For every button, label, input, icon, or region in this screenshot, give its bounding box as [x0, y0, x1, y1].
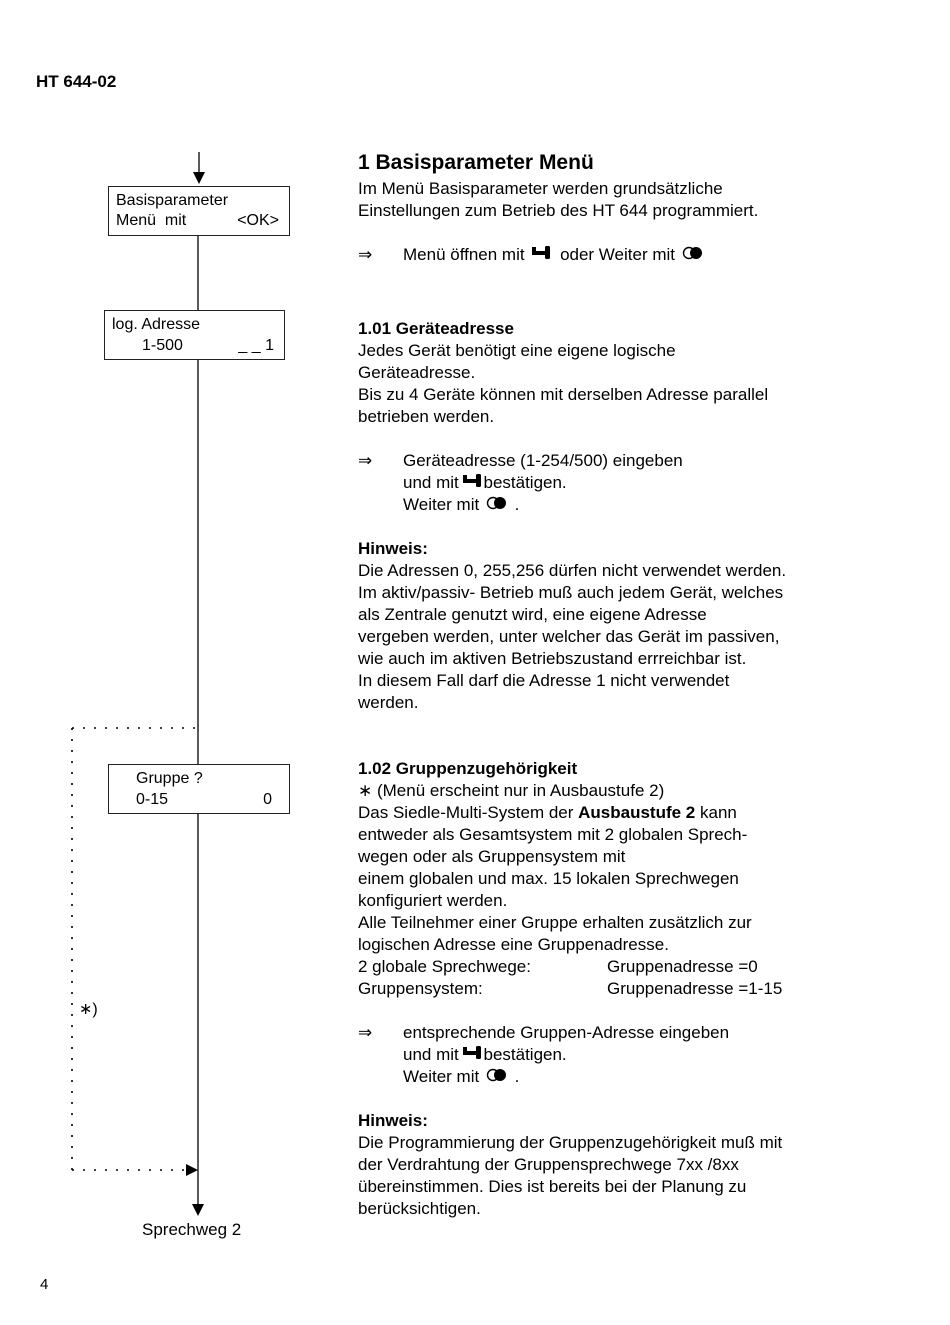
body-line: logischen Adresse eine Gruppenadresse.: [358, 935, 669, 954]
intro-line: Einstellungen zum Betrieb des HT 644 programmiert.: [358, 201, 759, 220]
display-line-2: 1-500: [142, 337, 183, 354]
display-line-2-right: <OK>: [237, 212, 279, 229]
note-line: Die Programmierung der Gruppenzugehörigkeit muß mit: [358, 1133, 783, 1152]
step-text: Weiter mit: [403, 1067, 480, 1086]
table-row: [358, 978, 858, 1000]
enter-key-icon: [463, 472, 483, 490]
note-line: In diesem Fall darf die Adresse 1 nicht verwendet: [358, 671, 730, 690]
display-line-1: log. Adresse: [112, 316, 201, 333]
group-step: [358, 1022, 858, 1088]
body-line: entweder als Gesamtsystem mit 2 globalen Sprech-: [358, 825, 748, 844]
menu-open-step: [358, 244, 858, 266]
step-text: Weiter mit: [403, 495, 480, 514]
note-line: Im aktiv/passiv- Betrieb muß auch jedem Gerät, welches: [358, 583, 784, 602]
note-line: berücksichtigen.: [358, 1199, 481, 1218]
body-text: kann: [695, 803, 737, 822]
table-label: 2 globale Sprechwege:: [358, 957, 531, 976]
subsection-title: 1.02 Gruppenzugehörigkeit: [358, 759, 578, 778]
note-line: werden.: [358, 693, 419, 712]
note-line: Die Adressen 0, 255,256 dürfen nicht verwendet werden.: [358, 561, 787, 580]
note-line: vergeben werden, unter welcher das Gerät im passiven,: [358, 627, 780, 646]
display-line-1: Basisparameter: [116, 192, 229, 209]
table-value: Gruppenadresse =1-15: [607, 979, 783, 998]
body-line: Bis zu 4 Geräte können mit derselben Adresse parallel: [358, 385, 769, 404]
note-title: Hinweis:: [358, 1111, 428, 1130]
enter-key-icon: [529, 244, 555, 262]
step-text: entsprechende Gruppen-Adresse eingeben: [403, 1023, 730, 1042]
body-line: einem globalen und max. 15 lokalen Sprechwegen: [358, 869, 739, 888]
step-text: und mit: [403, 1045, 459, 1064]
display-basisparameter: [108, 186, 290, 236]
display-line-2-right: 0: [263, 791, 272, 808]
step-text: Menü öffnen mit: [403, 245, 525, 264]
display-gruppe: [108, 764, 290, 814]
step-text: und mit: [403, 473, 459, 492]
document-id: HT 644-02: [36, 72, 117, 91]
note-line: wie auch im aktiven Betriebszustand errreichbar ist.: [358, 649, 747, 668]
arrow-symbol: ⇒: [358, 451, 373, 470]
body-line: wegen oder als Gruppensystem mit: [358, 847, 626, 866]
body-line: Alle Teilnehmer einer Gruppe erhalten zusätzlich zur: [358, 913, 752, 932]
body-line: betrieben werden.: [358, 407, 495, 426]
body-text: Das Siedle-Multi-System der: [358, 803, 579, 822]
display-log-adresse: [104, 310, 285, 360]
next-key-icon: [680, 244, 706, 262]
display-line-2-right: _ _ 1: [238, 337, 274, 354]
step-text: .: [514, 1067, 520, 1086]
table-row: [358, 956, 858, 978]
note-line: übereinstimmen. Dies ist bereits bei der Planung zu: [358, 1177, 747, 1196]
end-arrow-icon: [192, 1204, 204, 1216]
step-text: oder Weiter mit: [560, 245, 676, 264]
arrow-symbol: ⇒: [358, 1023, 373, 1042]
body-line: Jedes Gerät benötigt eine eigene logische: [358, 341, 676, 360]
branch-note: ∗): [79, 1001, 98, 1018]
step-text: .: [514, 495, 520, 514]
body-line: konfiguriert werden.: [358, 891, 508, 910]
subsection-title: 1.01 Geräteadresse: [358, 319, 514, 338]
next-key-icon: [484, 494, 510, 512]
address-step: [358, 450, 858, 516]
enter-key-icon: [463, 1044, 483, 1062]
note-line: als Zentrale genutzt wird, eine eigene Adresse: [358, 605, 707, 624]
display-line-2: 0-15: [136, 791, 169, 808]
table-label: Gruppensystem:: [358, 979, 483, 998]
table-value: Gruppenadresse =0: [607, 957, 758, 976]
body-line: ∗ (Menü erscheint nur in Ausbaustufe 2): [358, 781, 665, 800]
intro-line: Im Menü Basisparameter werden grundsätzliche: [358, 179, 723, 198]
arrow-symbol: ⇒: [358, 245, 373, 264]
note-title: Hinweis:: [358, 539, 428, 558]
body-line: Geräteadresse.: [358, 363, 476, 382]
section-title: 1 Basisparameter Menü: [358, 151, 594, 174]
note-line: der Verdrahtung der Gruppensprechwege 7xx /8xx: [358, 1155, 739, 1174]
step-text: Geräteadresse (1-254/500) eingeben: [403, 451, 683, 470]
step-text: bestätigen.: [483, 473, 567, 492]
bypass-arrow-icon: [186, 1164, 198, 1176]
page-number: 4: [40, 1276, 49, 1293]
end-label: Sprechweg 2: [142, 1220, 242, 1239]
body-text-bold: Ausbaustufe 2: [578, 803, 696, 822]
content-column: [358, 148, 858, 1220]
display-line-2: Menü mit: [116, 212, 187, 229]
next-key-icon: [484, 1066, 510, 1084]
step-text: bestätigen.: [483, 1045, 567, 1064]
display-line-1: Gruppe ?: [136, 770, 203, 787]
